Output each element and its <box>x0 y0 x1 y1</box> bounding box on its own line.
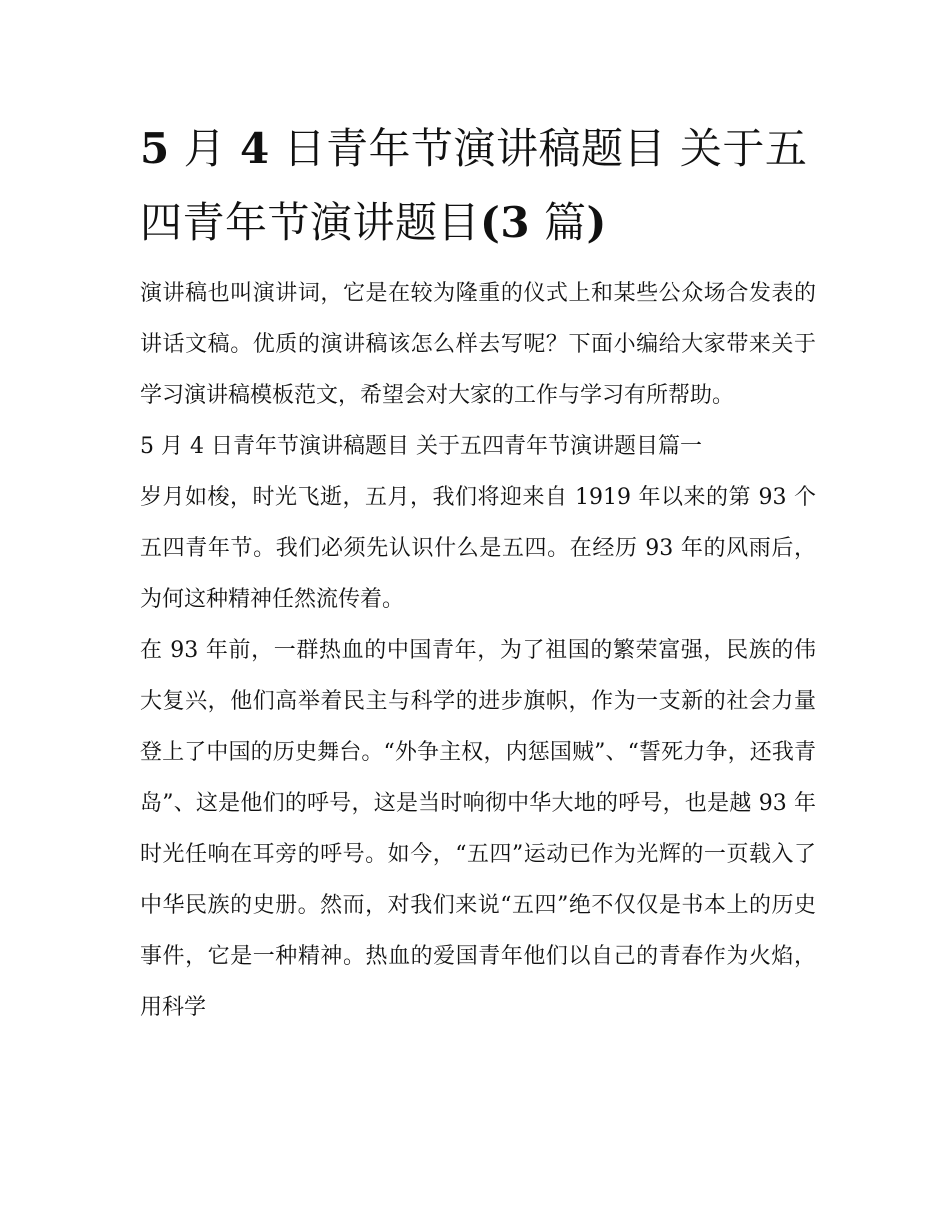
title-part-6: 篇 <box>530 198 587 247</box>
section-heading: 5 月 4 日青年节演讲稿题目 关于五四青年节演讲题目篇一 <box>140 434 702 459</box>
title-part-1: 5 <box>140 124 170 173</box>
intro-paragraph: 演讲稿也叫演讲词，它是在较为隆重的仪式上和某些公众场合发表的讲话文稿。优质的演讲稿该怎么样去写呢？下面小编给大家带来关于学习演讲稿模板范文，希望会对大家的工作与学习有所帮助。 <box>140 281 816 408</box>
title-part-2: 月 <box>169 124 240 173</box>
title-part-7: ) <box>586 198 607 247</box>
body-paragraph-2: 在 93 年前，一群热血的中国青年，为了祖国的繁荣富强，民族的伟大复兴，他们高举着民主与科学的进步旗帜，作为一支新的社会力量登上了中国的历史舞台。“外争主权，内惩国贼”、“誓死力争，还我青岛”、这是他们的呼号，这是当时响彻中华大地的呼号，也是越 93 年时光任响在耳旁的呼号。如今，“五四”运动已作为光辉的一页载入了中华民族的史册。然而，对我们来说“五四”绝不仅仅是书本上的历史事件，它是一种精神。热血的爱国青年他们以自己的青春作为火焰，用科学 <box>140 638 816 1020</box>
document-page <box>140 112 816 1033</box>
title-part-4: 日青年节演讲稿题目 关于五四青年节演讲题目 <box>140 124 808 247</box>
title-part-3: 4 <box>239 124 270 173</box>
body-paragraph-1: 岁月如梭，时光飞逝，五月，我们将迎来自 1919 年以来的第 93 个五四青年节。我们必须先认识什么是五四。在经历 93 年的风雨后，为何这种精神任然流传着。 <box>140 485 816 612</box>
title-part-5: (3 <box>480 198 531 247</box>
document-title <box>140 112 816 260</box>
